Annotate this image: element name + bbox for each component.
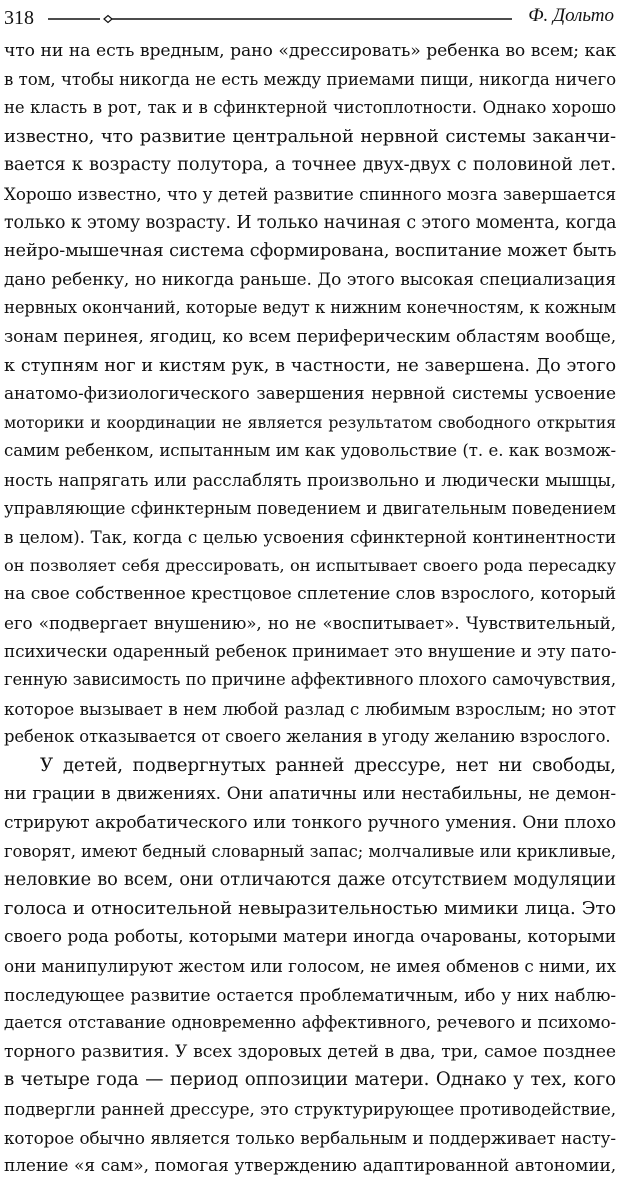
text-line: в целом). Так, когда с целью усвоения сфинктерной континентности — [4, 527, 616, 548]
text-line: голоса и относительной невыразительностью мимики лица. Это — [4, 897, 616, 919]
page-header — [4, 4, 614, 34]
paragraph — [4, 37, 616, 752]
text-line: генную зависимость по причине аффективного плохого самочувствия, — [4, 670, 616, 690]
text-line: самим ребенком, испытанным им как удовольствие (т. е. как возмож- — [4, 441, 616, 461]
text-line: управляющие сфинктерным поведением и двигательным поведением — [4, 498, 616, 518]
text-line: к ступням ног и кистям рук, в частности, не завершена. До этого — [4, 355, 616, 376]
text-line: ность напрягать или расслаблять произвольно и людически мышцы, — [4, 469, 616, 490]
text-line: нейро-мышечная система сформирована, воспитание может быть — [4, 241, 617, 262]
text-line: они манипулируют жестом или голосом, не имея обменов с ними, их — [4, 956, 616, 976]
text-line: ни грации в движениях. Они апатичны или нестабильны, не демон- — [4, 784, 616, 805]
text-line: его «подвергает внушению», но не «воспитывает». Чувствительный, — [4, 612, 616, 633]
text-line: анатомо-физиологического завершения нервной системы усвоение — [4, 384, 616, 405]
header-rule-ornament — [48, 12, 512, 26]
text-line: которое вызывает в нем любой разлад с любимым взрослым; но этот — [4, 698, 616, 719]
paragraph — [4, 752, 616, 1181]
text-line: подвергли ранней дрессуре, это структурирующее противодействие, — [4, 1098, 616, 1119]
text-line: говорят, имеют бедный словарный запас; молчаливые или крикливые, — [4, 841, 616, 861]
text-line: стрируют акробатического или тонкого ручного умения. Они плохо — [4, 813, 616, 834]
text-line: моторики и координации не является результатом свободного открытия — [4, 412, 616, 432]
text-line: неловкие во всем, они отличаются даже отсутствием модуляции — [4, 869, 616, 891]
running-head-author: Ф. Дольто — [528, 5, 614, 26]
text-line: только к этому возрасту. И только начиная с этого момента, когда — [4, 212, 617, 233]
text-line: в том, чтобы никогда не есть между приемами пищи, никогда ничего — [4, 69, 616, 89]
text-line: на свое собственное крестцовое сплетение слов взрослого, который — [4, 584, 616, 605]
text-line: которое обычно является только вербальным и поддерживает насту- — [4, 1127, 616, 1148]
text-line: пление «я сам», помогая утверждению адаптированной автономии, — [4, 1156, 616, 1177]
text-line: не класть в рот, так и в сфинктерной чистоплотности. Однако хорошо — [4, 98, 616, 118]
text-line: вается к возрасту полутора, а точнее двух-двух с половиной лет. — [4, 154, 616, 176]
text-line: У детей, подвергнутых ранней дрессуре, нет ни свободы, — [40, 754, 616, 776]
text-line: дается отставание одновременно аффективного, речевого и психомо- — [4, 1013, 616, 1033]
page-number: 318 — [4, 7, 34, 29]
text-line: что ни на есть вредным, рано «дрессировать» ребенка во всем; как — [4, 41, 616, 61]
text-line: известно, что развитие центральной нервной системы заканчи- — [4, 125, 616, 147]
body-text — [4, 37, 616, 1181]
text-line: зонам перинея, ягодиц, ко всем периферическим областям вообще, — [4, 326, 616, 347]
text-line: ребенок отказывается от своего желания в угоду желанию взрослого. — [4, 727, 611, 747]
text-line: он позволяет себя дрессировать, он испытывает своего рода пересадку — [4, 555, 616, 575]
text-line: в четыре года — период оппозиции матери. Однако у тех, кого — [4, 1069, 616, 1091]
text-line: последующее развитие остается проблематичным, ибо у них наблю- — [4, 984, 616, 1005]
text-line: торного развития. У всех здоровых детей в два, три, самое позднее — [4, 1041, 616, 1062]
text-line: своего рода роботы, которыми матери иногда очарованы, которыми — [4, 927, 616, 948]
text-line: Хорошо известно, что у детей развитие спинного мозга завершается — [4, 183, 616, 204]
text-line: нервных окончаний, которые ведут к нижним конечностям, к кожным — [4, 298, 616, 318]
text-line: дано ребенку, но никогда раньше. До этого высокая специализация — [4, 269, 616, 290]
text-line: психически одаренный ребенок принимает это внушение и эту пато- — [4, 641, 617, 662]
